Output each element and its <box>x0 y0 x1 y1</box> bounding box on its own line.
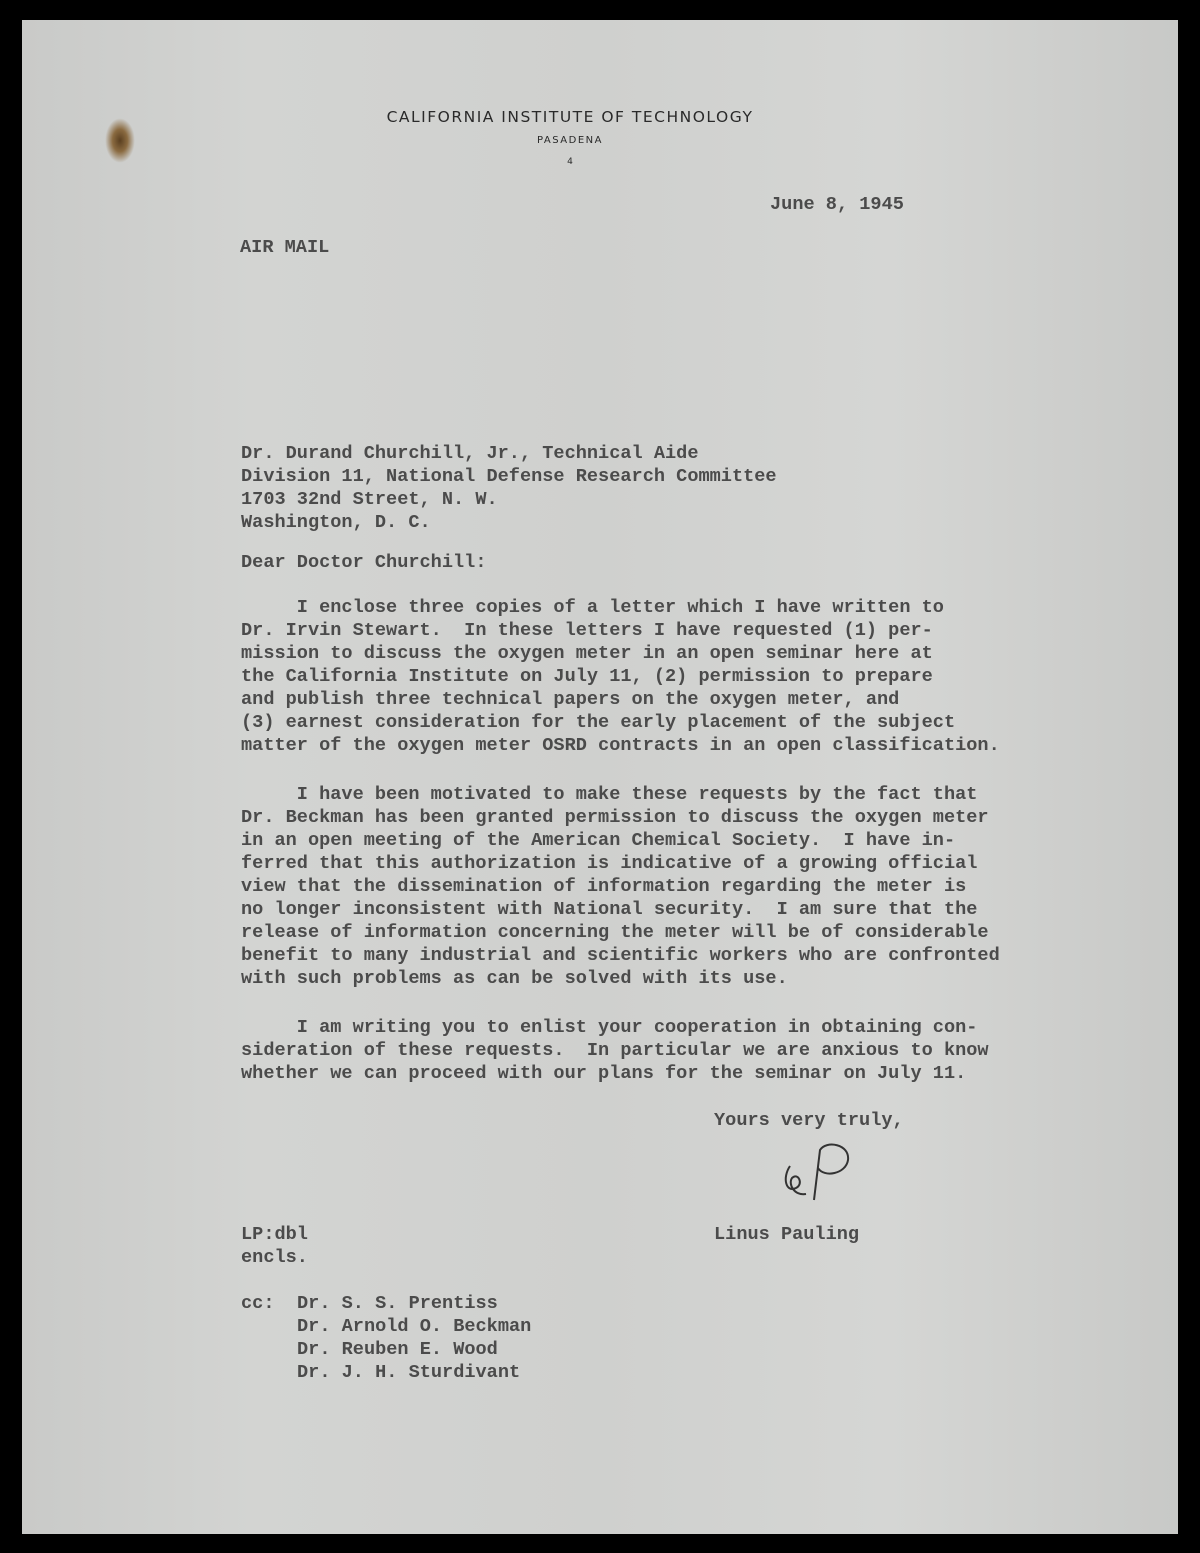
address-line: Division 11, National Defense Research Committee <box>241 466 777 487</box>
signer-name: Linus Pauling <box>714 1224 860 1245</box>
address-line: Washington, D. C. <box>241 512 431 533</box>
paragraph-1-line: mission to discuss the oxygen meter in an open seminar here at <box>241 643 933 664</box>
paragraph-2-line: no longer inconsistent with National security. I am sure that the <box>241 899 978 920</box>
closing: Yours very truly, <box>714 1110 904 1131</box>
letter-date: June 8, 1945 <box>770 194 904 215</box>
handwritten-signature <box>778 1138 858 1208</box>
paper-sheet <box>22 20 1178 1534</box>
cc-recipient: Dr. S. S. Prentiss <box>297 1293 498 1314</box>
paragraph-1-line: (3) earnest consideration for the early placement of the subject <box>241 712 956 733</box>
cc-recipient: Dr. Reuben E. Wood <box>297 1339 498 1360</box>
reference-initials: LP:dbl <box>241 1224 308 1245</box>
stain-mark <box>105 118 135 163</box>
paragraph-2-line: view that the dissemination of information regarding the meter is <box>241 876 967 897</box>
paragraph-1-line: the California Institute on July 11, (2) permission to prepare <box>241 666 933 687</box>
cc-label: cc: <box>241 1293 275 1314</box>
paragraph-2-line: benefit to many industrial and scientific workers who are confronted <box>241 945 1000 966</box>
paragraph-2-line: Dr. Beckman has been granted permission to discuss the oxygen meter <box>241 807 989 828</box>
paragraph-1-line: I enclose three copies of a letter which I have written to <box>241 597 944 618</box>
paragraph-3-line: sideration of these requests. In particular we are anxious to know <box>241 1040 989 1061</box>
enclosures-note: encls. <box>241 1247 308 1268</box>
paragraph-2-line: I have been motivated to make these requests by the fact that <box>241 784 978 805</box>
delivery-method: AIR MAIL <box>240 237 330 258</box>
paragraph-3-line: whether we can proceed with our plans for the seminar on July 11. <box>241 1063 967 1084</box>
salutation: Dear Doctor Churchill: <box>241 552 487 573</box>
letterhead-code: 4 <box>567 157 573 167</box>
paragraph-2-line: release of information concerning the meter will be of considerable <box>241 922 989 943</box>
paragraph-2-line: ferred that this authorization is indicative of a growing official <box>241 853 978 874</box>
address-line: Dr. Durand Churchill, Jr., Technical Aide <box>241 443 699 464</box>
paragraph-2-line: in an open meeting of the American Chemical Society. I have in- <box>241 830 956 851</box>
cc-recipient: Dr. J. H. Sturdivant <box>297 1362 521 1383</box>
paragraph-1-line: matter of the oxygen meter OSRD contracts in an open classification. <box>241 735 1000 756</box>
paragraph-1-line: and publish three technical papers on the oxygen meter, and <box>241 689 900 710</box>
paragraph-2-line: with such problems as can be solved with its use. <box>241 968 788 989</box>
letterhead-city: PASADENA <box>537 135 603 146</box>
paragraph-1-line: Dr. Irvin Stewart. In these letters I have requested (1) per- <box>241 620 933 641</box>
cc-recipient: Dr. Arnold O. Beckman <box>297 1316 532 1337</box>
paragraph-3-line: I am writing you to enlist your cooperation in obtaining con- <box>241 1017 978 1038</box>
address-line: 1703 32nd Street, N. W. <box>241 489 498 510</box>
letterhead-institution: CALIFORNIA INSTITUTE OF TECHNOLOGY <box>386 108 754 126</box>
